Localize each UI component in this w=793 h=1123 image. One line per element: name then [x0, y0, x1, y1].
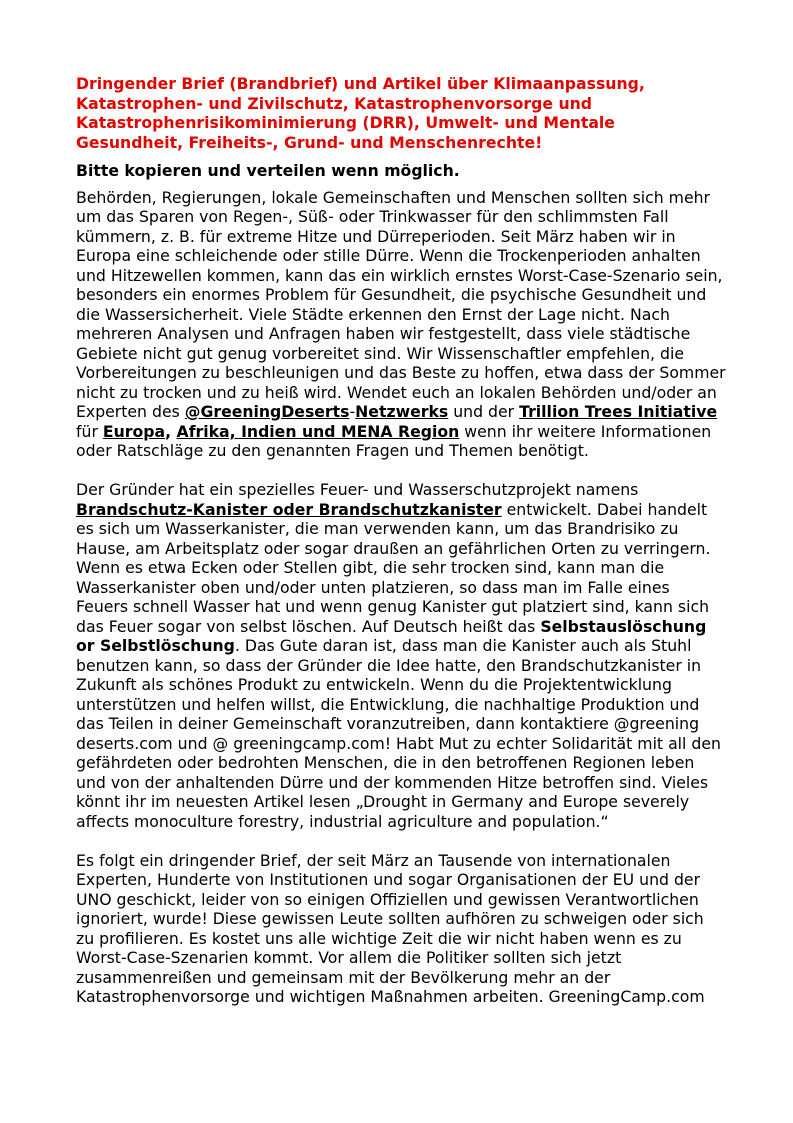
paragraph-2-text-a: Der Gründer hat ein spezielles Feuer- und Wasserschutzprojekt namens	[76, 480, 639, 499]
netzwerks-link[interactable]: Netzwerks	[355, 402, 449, 421]
paragraph-1-text-a: Behörden, Regierungen, lokale Gemeinschaften und Menschen sollten sich mehr um das Sparen von Regen-, Süß- oder Trinkwasser für den schlimmsten Fall kümmern, z. B. für extreme Hitze und Dürreperioden. Seit März haben wir in Europa eine schleichende oder stille Dürre. Wenn die Trockenperioden anhalten und Hitzewellen kommen, kann das ein wirklich ernstes Worst-Case-Szenario sein, besonders ein enormes Problem für Gesundheit, die psychische Gesundheit und die Wassersicherheit. Viele Städte erkennen den Ernst der Lage nicht. Nach mehreren Analysen und Anfragen haben wir festgestellt, dass viele städtische Gebiete nicht gut genug vorbereitet sind. Wir Wissenschaftler empfehlen, die Vorbereitungen zu beschleunigen und das Beste zu hoffen, etwa dass der Sommer nicht zu trocken und zu heiß wird. Wendet euch an lokalen Behörden und/oder an Experten des	[76, 187, 726, 421]
document-title: Dringender Brief (Brandbrief) und Artikel über Klimaanpassung, Katastrophen- und Zivilschutz, Katastrophenvorsorge und Katastrophenrisikominimierung (DRR), Umwelt- und Mentale Gesundheit, Freiheits-, Grund- und Menschenrechte!	[76, 74, 645, 152]
afrika-indien-mena-link[interactable]: Afrika, Indien und MENA Region	[176, 421, 460, 441]
paragraph-1-text-b: und der	[448, 402, 520, 421]
trillion-trees-link[interactable]: Trillion Trees Initiative	[519, 402, 718, 421]
paragraph-1-separator-b: ,	[165, 421, 177, 441]
document-subtitle: Bitte kopieren und verteilen wenn möglich.	[76, 161, 460, 180]
paragraph-2-text-b: entwickelt. Dabei handelt es sich um Wasserkanister, die man verwenden kann, um das Brandrisiko zu Hause, am Arbeitsplatz oder sogar draußen an gefährlichen Orten zu verringern. Wenn es etwa Ecken oder Stellen gibt, die sehr trocken sind, kann man die Wasserkanister oben und/oder unten platzieren, so dass man im Falle eines Feuers schnell Wasser hat und wenn genug Kanister gut platziert sind, kann sich das Feuer sogar von selbst löschen. Auf Deutsch heißt das	[76, 499, 711, 636]
paragraph-1-text-c: für	[76, 421, 103, 441]
paragraph-1-text-d: wenn ihr weitere Informationen oder Ratschläge zu den genannten Fragen und Themen benötigt.	[76, 421, 712, 460]
paragraph-3	[76, 851, 726, 1007]
europa-link[interactable]: Europa	[102, 421, 166, 441]
brandschutz-kanister-link[interactable]: Brandschutz-Kanister oder Brandschutzkanister	[76, 499, 502, 519]
document-page	[76, 74, 726, 1026]
greeningdeserts-link[interactable]: @GreeningDeserts	[184, 402, 350, 421]
paragraph-1-separator-a: -	[349, 402, 356, 421]
paragraph-1	[76, 188, 726, 461]
paragraph-3-text: Es folgt ein dringender Brief, der seit März an Tausende von internationalen Experten, Hunderte von Institutionen und sogar Organisationen der EU und der UNO geschickt, leider von so einigen Offiziellen und gewissen Verantwortlichen ignoriert, wurde! Diese gewissen Leute sollten aufhören zu schweigen oder sich zu profilieren. Es kostet uns alle wichtige Zeit die wir nicht haben wenn es zu Worst-Case-Szenarien kommt. Vor allem die Politiker sollten sich jetzt zusammenreißen und gemeinsam mit der Bevölkerung mehr an der Katastrophenvorsorge und wichtigen Maßnahmen arbeiten. GreeningCamp.com	[76, 850, 705, 1006]
paragraph-2	[76, 480, 726, 831]
selbstloeschung-term: Selbstauslöschung or Selbstlöschung	[76, 616, 707, 655]
paragraph-2-text-c: . Das Gute daran ist, dass man die Kanister auch als Stuhl benutzen kann, so dass der Gründer die Idee hatte, den Brandschutzkanister in Zukunft als schönes Produkt zu entwickeln. Wenn du die Projektentwicklung unterstützen und helfen willst, die Entwicklung, die nachhaltige Produktion und das Teilen in deiner Gemeinschaft voranzutreiben, dann kontaktiere @greening deserts.com und @ greeningcamp.com! Habt Mut zu echter Solidarität mit all den gefährdeten oder bedrohten Menschen, die in den betroffenen Regionen leben und von der anhaltenden Dürre und der kommenden Hitze betroffen sind. Vieles könnt ihr im neuesten Artikel lesen „Drought in Germany and Europe severely affects monoculture forestry, industrial agriculture and population.“	[76, 636, 721, 831]
